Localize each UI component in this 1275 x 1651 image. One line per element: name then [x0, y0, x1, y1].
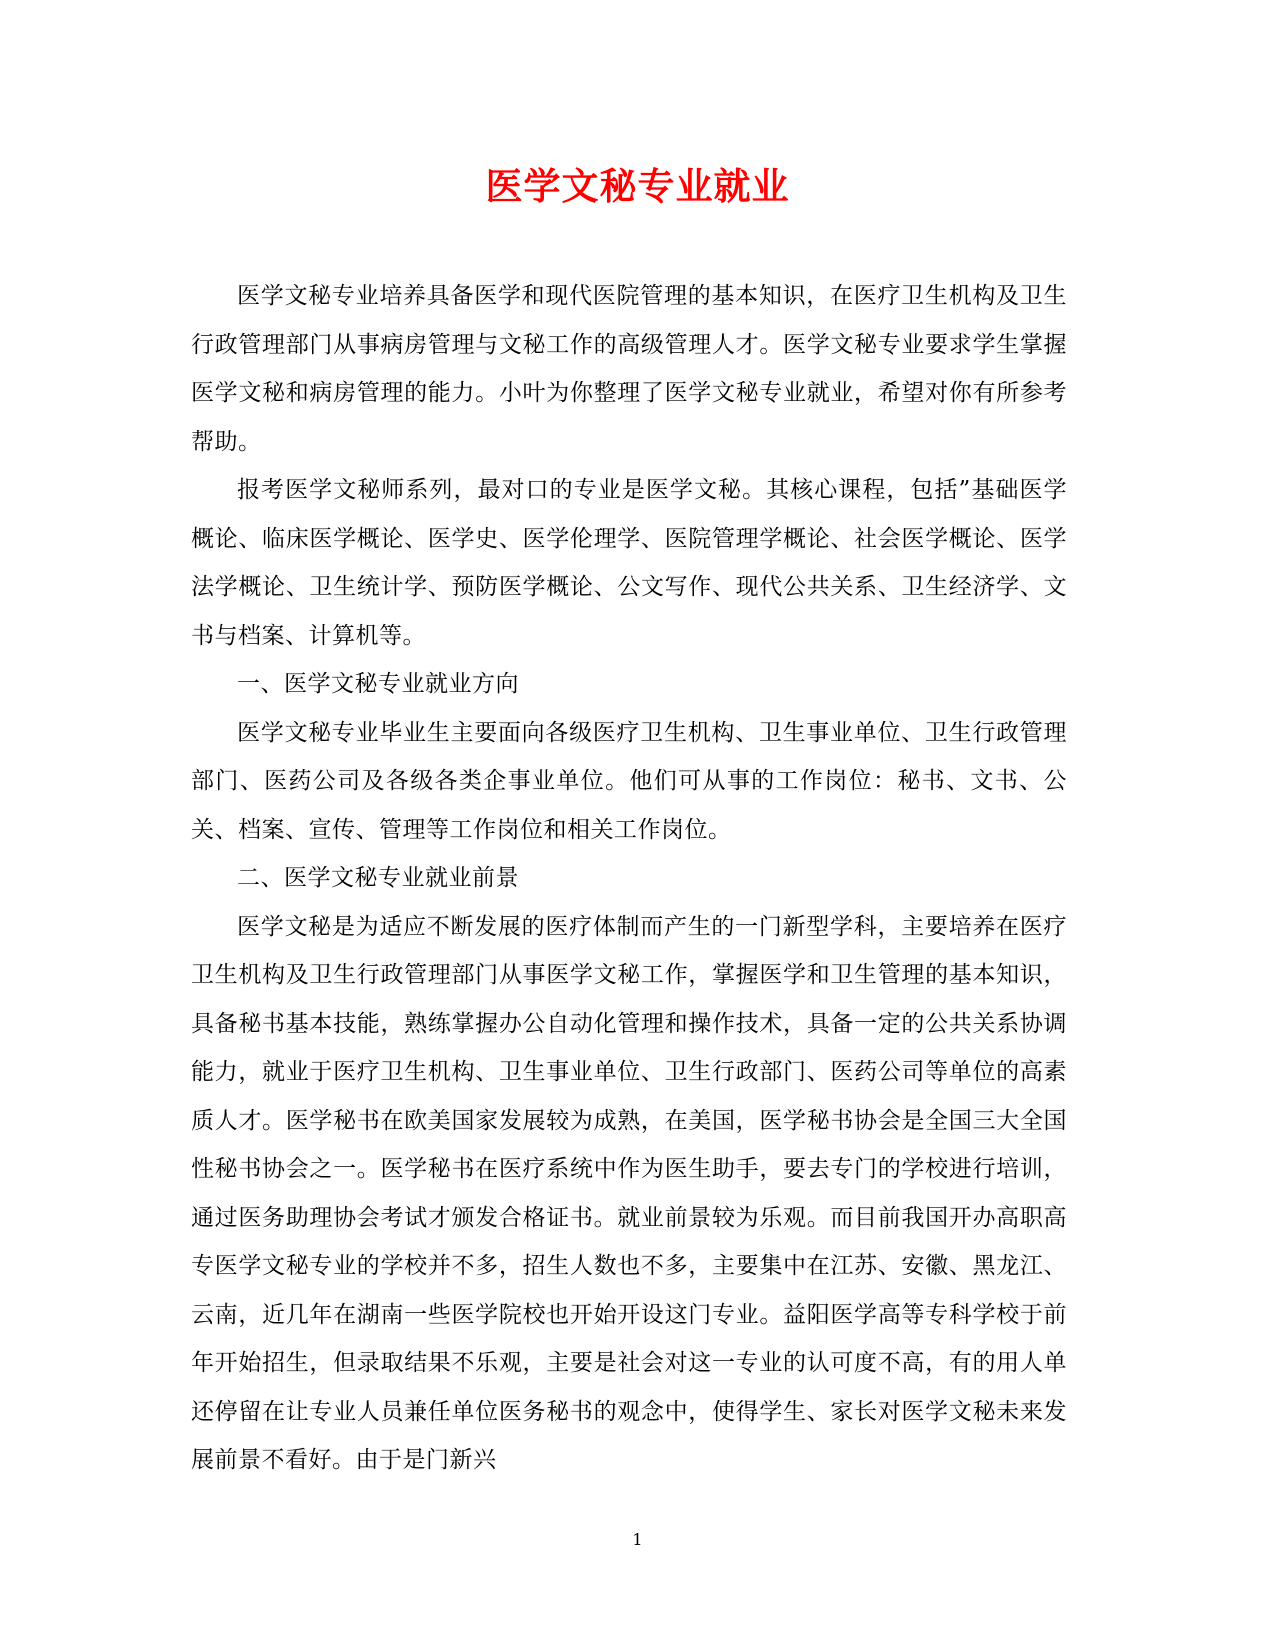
paragraph-courses: 报考医学文秘师系列，最对口的专业是医学文秘。其核心课程，包括”基础医学概论、临床医学概论、医学史、医学伦理学、医院管理学概论、社会医学概论、医学法学概论、卫生统计学、预防医学概论、公文写作、现代公共关系、卫生经济学、文书与档案、计算机等。: [191, 477, 1067, 649]
paragraph-direction: 医学文秘专业毕业生主要面向各级医疗卫生机构、卫生事业单位、卫生行政管理部门、医药公司及各级各类企事业单位。他们可从事的工作岗位：秘书、文书、公关、档案、宣传、管理等工作岗位和相关工作岗位。: [191, 719, 1067, 843]
section-heading-direction: 一、医学文秘专业就业方向: [237, 671, 519, 697]
paragraph-intro: 医学文秘专业培养具备医学和现代医院管理的基本知识，在医疗卫生机构及卫生行政管理部门从事病房管理与文秘工作的高级管理人才。医学文秘专业要求学生掌握医学文秘和病房管理的能力。小叶为你整理了医学文秘专业就业，希望对你有所参考帮助。: [191, 283, 1067, 455]
page-number: 1: [632, 1530, 643, 1549]
document-title: 医学文秘专业就业: [485, 164, 790, 208]
document-body: [191, 272, 1067, 1485]
paragraph-prospects: 医学文秘是为适应不断发展的医疗体制而产生的一门新型学科，主要培养在医疗卫生机构及卫生行政管理部门从事医学文秘工作，掌握医学和卫生管理的基本知识，具备秘书基本技能，熟练掌握办公自动化管理和操作技术，具备一定的公共关系协调能力，就业于医疗卫生机构、卫生事业单位、卫生行政部门、医药公司等单位的高素质人才。医学秘书在欧美国家发展较为成熟，在美国，医学秘书协会是全国三大全国性秘书协会之一。医学秘书在医疗系统中作为医生助手，要去专门的学校进行培训，通过医务助理协会考试才颁发合格证书。就业前景较为乐观。而目前我国开办高职高专医学文秘专业的学校并不多，招生人数也不多，主要集中在江苏、安徽、黑龙江、云南，近几年在湖南一些医学院校也开始开设这门专业。益阳医学高等专科学校于前年开始招生，但录取结果不乐观，主要是社会对这一专业的认可度不高，有的用人单还停留在让专业人员兼任单位医务秘书的观念中，使得学生、家长对医学文秘未来发展前景不看好。由于是门新兴: [191, 913, 1067, 1473]
section-heading-prospects: 二、医学文秘专业就业前景: [237, 865, 519, 891]
